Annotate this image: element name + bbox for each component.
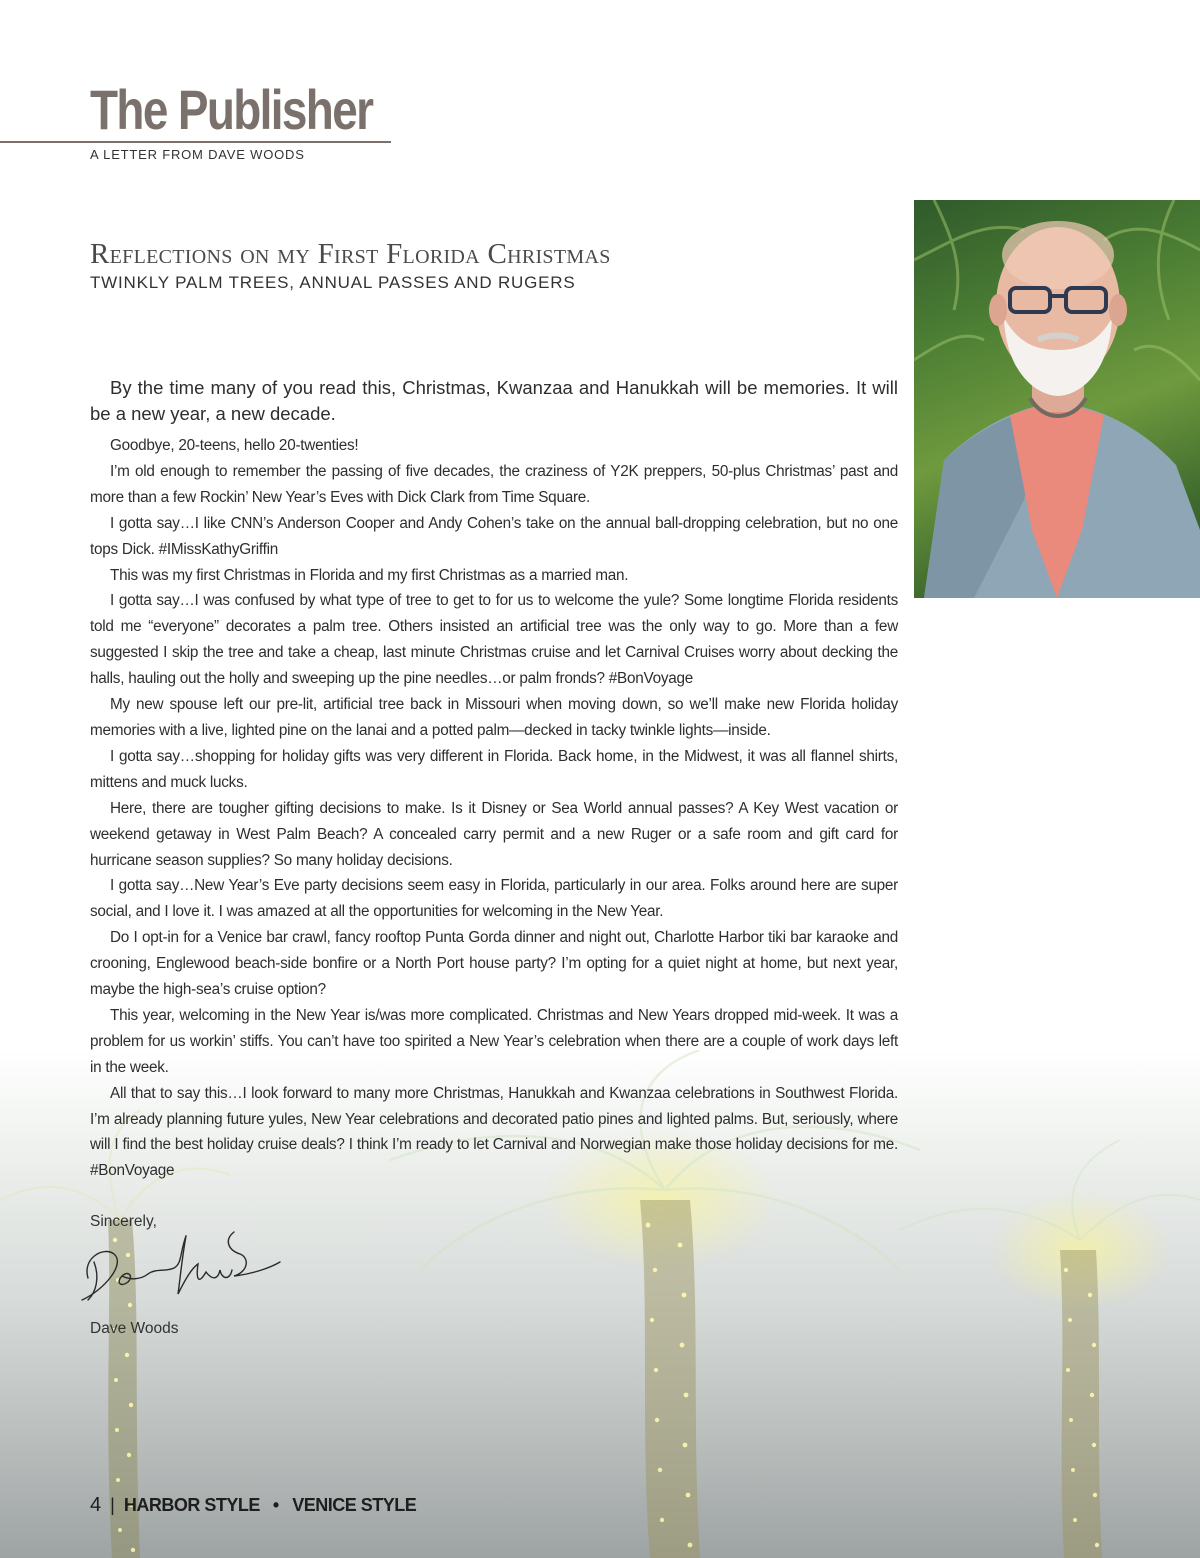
- page-number: 4: [90, 1494, 102, 1516]
- page-footer: [90, 1494, 416, 1517]
- section-subtitle: A LETTER FROM DAVE WOODS: [90, 147, 305, 162]
- palm-tree-right: [900, 1140, 1200, 1558]
- lead-paragraph: By the time many of you read this, Christmas, Kwanzaa and Hanukkah will be memories. It will be a new year, a new decade.: [90, 377, 898, 424]
- footer-separator: |: [110, 1495, 115, 1515]
- body-paragraph-8: Here, there are tougher gifting decisions to make. Is it Disney or Sea World annual passes? A Key West vacation or weekend getaway in West Palm Beach? A concealed carry permit and a new Ruger or a safe room and gift card for hurricane season supplies? So many holiday decisions.: [90, 799, 898, 869]
- section-title: The Publisher: [90, 78, 373, 141]
- body-paragraph-5: I gotta say…I was confused by what type of tree to get to for us to welcome the yule? Some longtime Florida residents told me “everyone” decorates a palm tree. Others insisted an artificial tree was the only way to go. More than a few suggested I skip the tree and take a cheap, last minute Christmas cruise and let Carnival Cruises worry about decking the halls, hauling out the holly and sweeping up the pine needles…or palm fronds? #BonVoyage: [90, 592, 898, 688]
- article-deck: TWINKLY PALM TREES, ANNUAL PASSES AND RUGERS: [90, 273, 576, 292]
- body-paragraph-12: All that to say this…I look forward to many more Christmas, Hanukkah and Kwanzaa celebrations in Southwest Florida. I’m already planning future yules, New Year celebrations and decorated patio pines and lighted palms. But, seriously, where will I find the best holiday cruise deals? I think I’m ready to let Carnival and Norwegian make those holiday decisions for me. #BonVoyage: [90, 1084, 898, 1180]
- publication-venice-style: VENICE STYLE: [292, 1495, 417, 1515]
- footer-bullet: •: [272, 1495, 280, 1515]
- publication-harbor-style: HARBOR STYLE: [123, 1495, 260, 1515]
- body-paragraph-2: I’m old enough to remember the passing of five decades, the craziness of Y2K preppers, 50-plus Christmas’ past and more than a few Rockin’ New Year’s Eves with Dick Clark from Time Square.: [90, 462, 898, 506]
- body-paragraph-7: I gotta say…shopping for holiday gifts was very different in Florida. Back home, in the Midwest, it was all flannel shirts, mittens and muck lucks.: [90, 747, 898, 791]
- signer-name: Dave Woods: [90, 1320, 179, 1337]
- body-paragraph-4: This was my first Christmas in Florida and my first Christmas as a married man.: [110, 566, 629, 584]
- body-paragraph-6: My new spouse left our pre-lit, artificial tree back in Missouri when moving down, so we’ll make new Florida holiday memories with a live, lighted pine on the lanai and a potted palm—decked in tacky twinkle lights—inside.: [90, 696, 898, 739]
- article-headline: Reflections on my First Florida Christmas: [90, 238, 611, 270]
- masthead-rule: [0, 141, 391, 143]
- body-paragraph-1: Goodbye, 20-teens, hello 20-twenties!: [110, 437, 359, 454]
- letter-body: [90, 375, 898, 1184]
- publisher-portrait: [914, 200, 1200, 598]
- portrait-illustration: [914, 200, 1200, 598]
- body-paragraph-9: I gotta say…New Year’s Eve party decisions seem easy in Florida, particularly in our area. Folks around here are super social, and I love it. I was amazed at all the opportunities for welcoming in the New Year.: [90, 877, 898, 921]
- body-paragraph-11: This year, welcoming in the New Year is/was more complicated. Christmas and New Years dropped mid-week. It was a problem for us workin’ stiffs. You can’t have too spirited a New Year’s celebration when there are a couple of work days left in the week.: [90, 1006, 898, 1076]
- body-paragraph-3: I gotta say…I like CNN’s Anderson Cooper and Andy Cohen’s take on the annual ball-dropping celebration, but no one tops Dick. #IMissKathyGriffin: [90, 514, 898, 558]
- body-paragraph-10: Do I opt-in for a Venice bar crawl, fancy rooftop Punta Gorda dinner and night out, Charlotte Harbor tiki bar karaoke and crooning, Englewood beach-side bonfire or a North Port house party? I’m opting for a quiet night at home, but next year, maybe the high-sea’s cruise option?: [90, 929, 898, 999]
- closing: Sincerely,: [90, 1213, 157, 1230]
- handwritten-signature: [74, 1228, 284, 1306]
